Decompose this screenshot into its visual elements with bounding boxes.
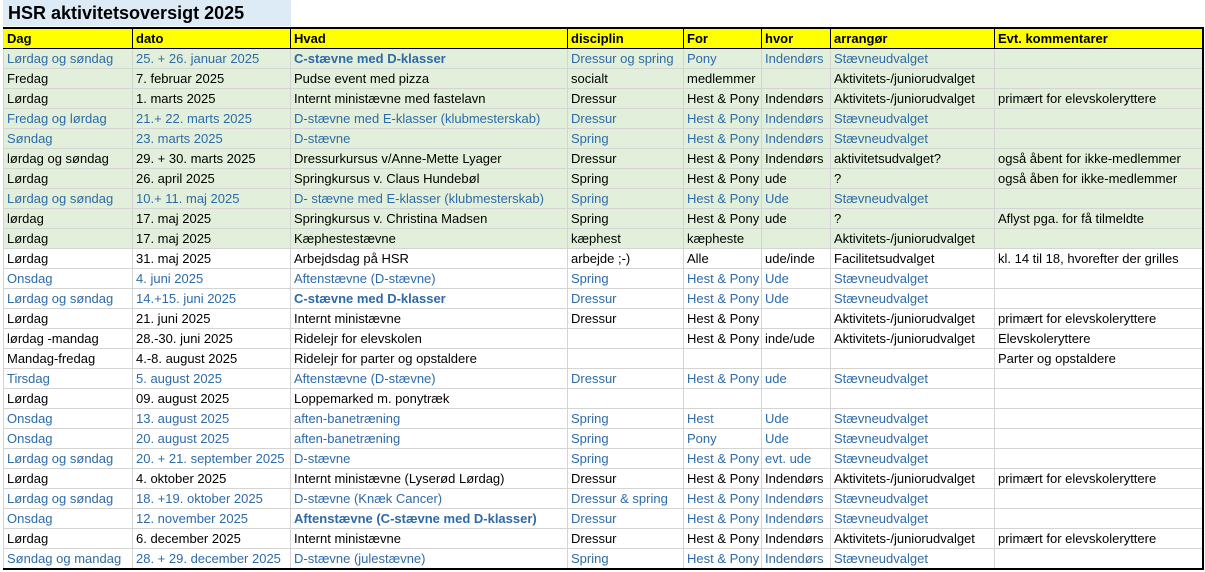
cell-what[interactable]: Internt ministævne [291, 529, 568, 549]
cell-comment[interactable] [995, 189, 1203, 209]
cell-day[interactable]: Lørdag og søndag [4, 449, 133, 469]
cell-day[interactable]: Fredag [4, 69, 133, 89]
column-header[interactable]: dato [133, 28, 291, 49]
table-row [4, 389, 1203, 409]
cell-discipline[interactable]: Dressur og spring [568, 49, 684, 69]
cell-comment[interactable]: primært for elevskoleryttere [995, 529, 1203, 549]
cell-for[interactable]: Hest & Pony [684, 469, 762, 489]
cell-date[interactable]: 28. + 29. december 2025 [133, 549, 291, 570]
cell-date[interactable]: 29. + 30. marts 2025 [133, 149, 291, 169]
cell-discipline[interactable] [568, 389, 684, 409]
cell-date[interactable]: 12. november 2025 [133, 509, 291, 529]
cell-comment[interactable] [995, 389, 1203, 409]
cell-what[interactable]: Internt ministævne [291, 309, 568, 329]
cell-comment[interactable] [995, 289, 1203, 309]
cell-what[interactable]: D- stævne med E-klasser (klubmesterskab) [291, 189, 568, 209]
table-row [4, 149, 1203, 169]
cell-discipline[interactable]: Spring [568, 549, 684, 570]
cell-day[interactable]: Lørdag og søndag [4, 289, 133, 309]
cell-discipline[interactable]: Dressur [568, 109, 684, 129]
cell-day[interactable]: Lørdag [4, 169, 133, 189]
cell-date[interactable]: 6. december 2025 [133, 529, 291, 549]
cell-day[interactable]: Søndag [4, 129, 133, 149]
cell-discipline[interactable]: Dressur [568, 469, 684, 489]
column-header[interactable]: arrangør [831, 28, 995, 49]
table-row [4, 369, 1203, 389]
cell-comment[interactable]: kl. 14 til 18, hvorefter der grilles [995, 249, 1203, 269]
cell-organizer[interactable]: Stævneudvalget [831, 489, 995, 509]
cell-discipline[interactable]: Dressur [568, 369, 684, 389]
cell-comment[interactable] [995, 409, 1203, 429]
cell-date[interactable]: 5. august 2025 [133, 369, 291, 389]
cell-for[interactable]: Hest & Pony [684, 529, 762, 549]
cell-what[interactable]: D-stævne [291, 449, 568, 469]
cell-discipline[interactable]: Spring [568, 269, 684, 289]
table-row [4, 229, 1203, 249]
cell-what[interactable]: Internt ministævne (Lyserød Lørdag) [291, 469, 568, 489]
cell-what[interactable]: Internt ministævne med fastelavn [291, 89, 568, 109]
cell-day[interactable]: Onsdag [4, 269, 133, 289]
cell-date[interactable]: 4. oktober 2025 [133, 469, 291, 489]
cell-date[interactable]: 4. juni 2025 [133, 269, 291, 289]
cell-what[interactable]: aften-banetræning [291, 429, 568, 449]
cell-what[interactable]: Pudse event med pizza [291, 69, 568, 89]
cell-for[interactable]: Hest & Pony [684, 449, 762, 469]
cell-comment[interactable] [995, 429, 1203, 449]
cell-discipline[interactable]: Spring [568, 129, 684, 149]
column-header[interactable]: Evt. kommentarer [995, 28, 1203, 49]
cell-comment[interactable]: Aflyst pga. for få tilmeldte [995, 209, 1203, 229]
cell-where[interactable]: Ude [762, 269, 831, 289]
table-row [4, 49, 1203, 69]
cell-for[interactable]: Hest & Pony [684, 369, 762, 389]
cell-what[interactable]: Springkursus v. Claus Hundebøl [291, 169, 568, 189]
cell-comment[interactable] [995, 69, 1203, 89]
cell-comment[interactable] [995, 369, 1203, 389]
cell-discipline[interactable]: kæphest [568, 229, 684, 249]
cell-where[interactable]: Ude [762, 189, 831, 209]
cell-what[interactable]: Aftenstævne (C-stævne med D-klasser) [291, 509, 568, 529]
cell-for[interactable]: Hest [684, 409, 762, 429]
table-row [4, 409, 1203, 429]
cell-where[interactable]: inde/ude [762, 329, 831, 349]
cell-day[interactable]: Fredag og lørdag [4, 109, 133, 129]
cell-organizer[interactable]: Stævneudvalget [831, 109, 995, 129]
cell-where[interactable]: ude/inde [762, 249, 831, 269]
cell-what[interactable]: D-stævne med E-klasser (klubmesterskab) [291, 109, 568, 129]
cell-date[interactable]: 18. +19. oktober 2025 [133, 489, 291, 509]
cell-organizer[interactable]: Stævneudvalget [831, 129, 995, 149]
cell-organizer[interactable]: ? [831, 209, 995, 229]
cell-day[interactable]: Tirsdag [4, 369, 133, 389]
column-header[interactable]: Hvad [291, 28, 568, 49]
cell-organizer[interactable]: Aktivitets-/juniorudvalget [831, 89, 995, 109]
cell-for[interactable]: Hest & Pony [684, 149, 762, 169]
table-row [4, 209, 1203, 229]
cell-discipline[interactable] [568, 349, 684, 369]
cell-for[interactable]: Hest & Pony [684, 209, 762, 229]
cell-where[interactable]: Indendørs [762, 509, 831, 529]
cell-comment[interactable]: primært for elevskoleryttere [995, 309, 1203, 329]
cell-organizer[interactable]: ? [831, 169, 995, 189]
cell-date[interactable]: 21. juni 2025 [133, 309, 291, 329]
table-row [4, 509, 1203, 529]
cell-where[interactable]: ude [762, 209, 831, 229]
column-header[interactable]: hvor [762, 28, 831, 49]
cell-organizer[interactable]: Stævneudvalget [831, 449, 995, 469]
table-row [4, 89, 1203, 109]
cell-where[interactable] [762, 309, 831, 329]
cell-where[interactable]: Ude [762, 409, 831, 429]
cell-comment[interactable]: også åben for ikke-medlemmer [995, 169, 1203, 189]
cell-day[interactable]: Lørdag [4, 389, 133, 409]
cell-discipline[interactable]: Spring [568, 429, 684, 449]
cell-organizer[interactable]: Aktivitets-/juniorudvalget [831, 529, 995, 549]
cell-day[interactable]: Mandag-fredag [4, 349, 133, 369]
cell-date[interactable]: 20. + 21. september 2025 [133, 449, 291, 469]
cell-date[interactable]: 1. marts 2025 [133, 89, 291, 109]
table-row [4, 549, 1203, 570]
cell-comment[interactable]: Parter og opstaldere [995, 349, 1203, 369]
cell-organizer[interactable]: Stævneudvalget [831, 49, 995, 69]
table-row [4, 489, 1203, 509]
cell-where[interactable]: Indendørs [762, 549, 831, 570]
cell-day[interactable]: Lørdag og søndag [4, 49, 133, 69]
cell-for[interactable]: Hest & Pony [684, 189, 762, 209]
cell-organizer[interactable]: Stævneudvalget [831, 289, 995, 309]
cell-discipline[interactable]: arbejde ;-) [568, 249, 684, 269]
cell-what[interactable]: D-stævne (Knæk Cancer) [291, 489, 568, 509]
cell-for[interactable]: Hest & Pony [684, 289, 762, 309]
cell-organizer[interactable]: aktivitetsudvalget? [831, 149, 995, 169]
cell-discipline[interactable]: Spring [568, 449, 684, 469]
cell-discipline[interactable]: Dressur [568, 289, 684, 309]
cell-organizer[interactable]: Stævneudvalget [831, 549, 995, 570]
cell-day[interactable]: Onsdag [4, 409, 133, 429]
cell-day[interactable]: Søndag og mandag [4, 549, 133, 570]
cell-comment[interactable]: også åbent for ikke-medlemmer [995, 149, 1203, 169]
table-row [4, 269, 1203, 289]
cell-for[interactable]: Hest & Pony [684, 109, 762, 129]
table-row [4, 529, 1203, 549]
sheet-title[interactable]: HSR aktivitetsoversigt 2025 [3, 0, 291, 26]
table-row [4, 349, 1203, 369]
cell-for[interactable]: Alle [684, 249, 762, 269]
table-body [4, 49, 1203, 570]
cell-date[interactable]: 17. maj 2025 [133, 209, 291, 229]
cell-discipline[interactable]: Spring [568, 409, 684, 429]
cell-comment[interactable] [995, 109, 1203, 129]
cell-organizer[interactable] [831, 349, 995, 369]
cell-date[interactable]: 25. + 26. januar 2025 [133, 49, 291, 69]
cell-discipline[interactable]: socialt [568, 69, 684, 89]
cell-date[interactable]: 7. februar 2025 [133, 69, 291, 89]
cell-comment[interactable] [995, 549, 1203, 570]
cell-for[interactable]: kæpheste [684, 229, 762, 249]
cell-comment[interactable] [995, 449, 1203, 469]
cell-date[interactable]: 21.+ 22. marts 2025 [133, 109, 291, 129]
cell-where[interactable]: Ude [762, 289, 831, 309]
cell-what[interactable]: D-stævne (julestævne) [291, 549, 568, 570]
cell-where[interactable]: Indendørs [762, 529, 831, 549]
cell-for[interactable]: Hest & Pony [684, 269, 762, 289]
cell-day[interactable]: Lørdag [4, 89, 133, 109]
cell-comment[interactable]: primært for elevskoleryttere [995, 469, 1203, 489]
cell-comment[interactable] [995, 489, 1203, 509]
cell-for[interactable] [684, 349, 762, 369]
cell-date[interactable]: 14.+15. juni 2025 [133, 289, 291, 309]
table-row [4, 329, 1203, 349]
cell-comment[interactable]: primært for elevskoleryttere [995, 89, 1203, 109]
cell-day[interactable]: Lørdag [4, 249, 133, 269]
cell-what[interactable]: Kæphestestævne [291, 229, 568, 249]
cell-organizer[interactable]: Aktivitets-/juniorudvalget [831, 469, 995, 489]
cell-organizer[interactable]: Stævneudvalget [831, 369, 995, 389]
table-row [4, 429, 1203, 449]
cell-what[interactable]: C-stævne med D-klasser [291, 289, 568, 309]
cell-where[interactable] [762, 69, 831, 89]
cell-where[interactable]: Indendørs [762, 49, 831, 69]
cell-discipline[interactable]: Dressur [568, 529, 684, 549]
cell-for[interactable]: Hest & Pony [684, 509, 762, 529]
cell-organizer[interactable]: Stævneudvalget [831, 409, 995, 429]
table-row [4, 69, 1203, 89]
cell-date[interactable]: 31. maj 2025 [133, 249, 291, 269]
cell-day[interactable]: Lørdag og søndag [4, 189, 133, 209]
cell-where[interactable]: Indendørs [762, 469, 831, 489]
cell-discipline[interactable]: Spring [568, 209, 684, 229]
cell-where[interactable]: Indendørs [762, 489, 831, 509]
cell-for[interactable]: Hest & Pony [684, 129, 762, 149]
cell-date[interactable]: 28.-30. juni 2025 [133, 329, 291, 349]
cell-for[interactable]: medlemmer [684, 69, 762, 89]
cell-where[interactable]: ude [762, 169, 831, 189]
cell-date[interactable]: 10.+ 11. maj 2025 [133, 189, 291, 209]
cell-day[interactable]: Lørdag [4, 469, 133, 489]
cell-day[interactable]: lørdag -mandag [4, 329, 133, 349]
cell-what[interactable]: Ridelejr for parter og opstaldere [291, 349, 568, 369]
column-header[interactable]: For [684, 28, 762, 49]
cell-day[interactable]: Onsdag [4, 509, 133, 529]
cell-organizer[interactable]: Aktivitets-/juniorudvalget [831, 229, 995, 249]
cell-what[interactable]: Aftenstævne (D-stævne) [291, 369, 568, 389]
cell-where[interactable]: Ude [762, 429, 831, 449]
cell-what[interactable]: C-stævne med D-klasser [291, 49, 568, 69]
cell-day[interactable]: Lørdag [4, 229, 133, 249]
cell-where[interactable] [762, 229, 831, 249]
table-row [4, 289, 1203, 309]
cell-date[interactable]: 4.-8. august 2025 [133, 349, 291, 369]
cell-organizer[interactable]: Stævneudvalget [831, 269, 995, 289]
table-row [4, 169, 1203, 189]
cell-date[interactable]: 13. august 2025 [133, 409, 291, 429]
cell-discipline[interactable]: Dressur & spring [568, 489, 684, 509]
cell-comment[interactable] [995, 269, 1203, 289]
cell-what[interactable]: Aftenstævne (D-stævne) [291, 269, 568, 289]
table-row [4, 449, 1203, 469]
cell-day[interactable]: lørdag og søndag [4, 149, 133, 169]
cell-day[interactable]: Lørdag [4, 529, 133, 549]
cell-date[interactable]: 20. august 2025 [133, 429, 291, 449]
cell-where[interactable] [762, 389, 831, 409]
table-row [4, 309, 1203, 329]
cell-organizer[interactable]: Stævneudvalget [831, 429, 995, 449]
cell-for[interactable]: Hest & Pony [684, 89, 762, 109]
cell-what[interactable]: aften-banetræning [291, 409, 568, 429]
activity-table [3, 27, 1204, 570]
cell-day[interactable]: Lørdag [4, 309, 133, 329]
cell-for[interactable]: Pony [684, 49, 762, 69]
table-row [4, 249, 1203, 269]
cell-organizer[interactable]: Aktivitets-/juniorudvalget [831, 309, 995, 329]
cell-where[interactable]: evt. ude [762, 449, 831, 469]
cell-organizer[interactable] [831, 389, 995, 409]
cell-what[interactable]: Springkursus v. Christina Madsen [291, 209, 568, 229]
header-row [4, 28, 1203, 49]
cell-comment[interactable] [995, 129, 1203, 149]
cell-discipline[interactable]: Dressur [568, 309, 684, 329]
cell-what[interactable]: Ridelejr for elevskolen [291, 329, 568, 349]
cell-organizer[interactable]: Aktivitets-/juniorudvalget [831, 329, 995, 349]
cell-where[interactable]: Indendørs [762, 129, 831, 149]
cell-discipline[interactable]: Dressur [568, 89, 684, 109]
cell-where[interactable]: ude [762, 369, 831, 389]
table-row [4, 109, 1203, 129]
cell-for[interactable]: Hest & Pony [684, 489, 762, 509]
cell-for[interactable]: Hest & Pony [684, 549, 762, 570]
cell-date[interactable]: 23. marts 2025 [133, 129, 291, 149]
table-row [4, 189, 1203, 209]
cell-discipline[interactable] [568, 329, 684, 349]
cell-organizer[interactable]: Facilitetsudvalget [831, 249, 995, 269]
cell-day[interactable]: Onsdag [4, 429, 133, 449]
cell-organizer[interactable]: Stævneudvalget [831, 189, 995, 209]
cell-comment[interactable] [995, 49, 1203, 69]
cell-organizer[interactable]: Aktivitets-/juniorudvalget [831, 69, 995, 89]
table-row [4, 129, 1203, 149]
cell-date[interactable]: 09. august 2025 [133, 389, 291, 409]
cell-discipline[interactable]: Dressur [568, 509, 684, 529]
table-row [4, 469, 1203, 489]
cell-date[interactable]: 17. maj 2025 [133, 229, 291, 249]
cell-for[interactable]: Hest & Pony [684, 309, 762, 329]
cell-where[interactable]: Indendørs [762, 149, 831, 169]
cell-where[interactable] [762, 349, 831, 369]
cell-discipline[interactable]: Spring [568, 169, 684, 189]
cell-for[interactable]: Hest & Pony [684, 169, 762, 189]
column-header[interactable]: disciplin [568, 28, 684, 49]
cell-for[interactable]: Pony [684, 429, 762, 449]
cell-day[interactable]: Lørdag og søndag [4, 489, 133, 509]
cell-comment[interactable]: Elevskoleryttere [995, 329, 1203, 349]
cell-discipline[interactable]: Dressur [568, 149, 684, 169]
cell-for[interactable] [684, 389, 762, 409]
cell-discipline[interactable]: Spring [568, 189, 684, 209]
cell-day[interactable]: lørdag [4, 209, 133, 229]
cell-organizer[interactable]: Stævneudvalget [831, 509, 995, 529]
cell-comment[interactable] [995, 229, 1203, 249]
cell-for[interactable]: Hest & Pony [684, 329, 762, 349]
column-header[interactable]: Dag [4, 28, 133, 49]
cell-what[interactable]: Dressurkursus v/Anne-Mette Lyager [291, 149, 568, 169]
cell-what[interactable]: Loppemarked m. ponytræk [291, 389, 568, 409]
cell-comment[interactable] [995, 509, 1203, 529]
cell-what[interactable]: D-stævne [291, 129, 568, 149]
cell-where[interactable]: Indendørs [762, 89, 831, 109]
cell-what[interactable]: Arbejdsdag på HSR [291, 249, 568, 269]
cell-where[interactable]: Indendørs [762, 109, 831, 129]
cell-date[interactable]: 26. april 2025 [133, 169, 291, 189]
